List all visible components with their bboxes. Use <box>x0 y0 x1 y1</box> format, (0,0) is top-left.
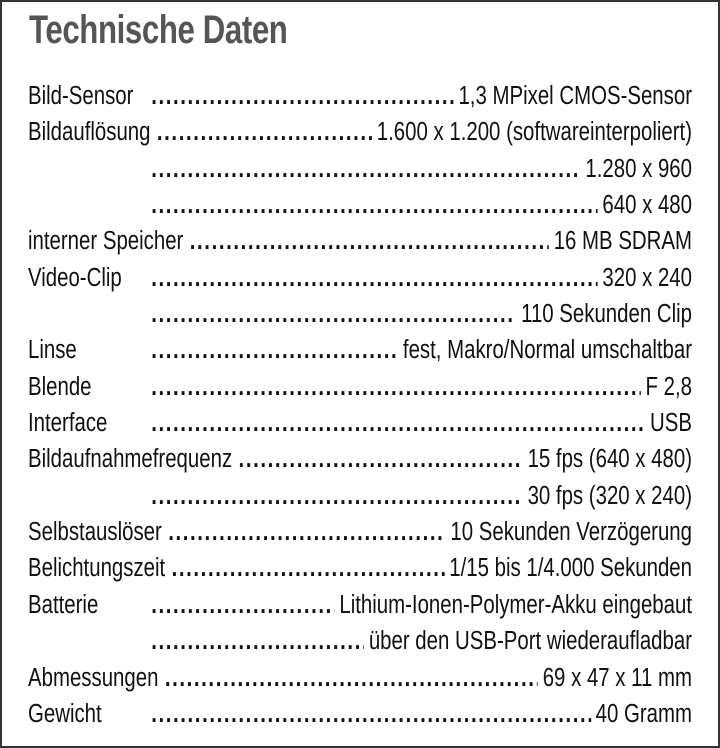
spec-label: Interface <box>28 409 108 438</box>
spec-value: über den USB-Port wiederaufladbar <box>368 627 692 656</box>
spec-value: 320 x 240 <box>602 263 692 292</box>
spec-row <box>28 118 692 154</box>
dot-leader <box>172 554 445 583</box>
spec-row <box>28 264 692 300</box>
dot-leader <box>151 482 523 511</box>
spec-label: Belichtungszeit <box>28 554 166 583</box>
spec-label: Blende <box>28 372 92 401</box>
dot-leader <box>157 118 372 147</box>
spec-row <box>28 445 692 481</box>
spec-value: USB <box>650 409 692 438</box>
dot-leader <box>151 700 591 729</box>
dot-leader <box>151 373 641 402</box>
dot-leader <box>151 627 364 656</box>
spec-row <box>28 518 692 554</box>
spec-value: 10 Sekunden Verzögerung <box>450 518 692 547</box>
spec-row <box>28 482 692 518</box>
spec-value: 40 Gramm <box>595 699 692 728</box>
spec-label: Batterie <box>28 590 99 619</box>
spec-row <box>28 627 692 663</box>
spec-row <box>28 191 692 227</box>
spec-value: 16 MB SDRAM <box>553 227 692 256</box>
spec-label: interner Speicher <box>28 227 184 256</box>
spec-row <box>28 591 692 627</box>
spec-label: Bildauflösung <box>28 118 151 147</box>
spec-label: Selbstauslöser <box>28 518 162 547</box>
spec-value: 1.280 x 960 <box>585 154 692 183</box>
spec-row <box>28 373 692 409</box>
dot-leader <box>239 445 523 474</box>
spec-value: 1/15 bis 1/4.000 Sekunden <box>449 554 692 583</box>
spec-row <box>28 336 692 372</box>
spec-label: Bildaufnahmefrequenz <box>28 445 233 474</box>
spec-row <box>28 82 692 118</box>
spec-value: 30 fps (320 x 240) <box>527 481 692 510</box>
spec-row <box>28 155 692 191</box>
spec-value: Lithium-Ionen-Polymer-Akku eingebaut <box>339 590 692 619</box>
spec-value: 110 Sekunden Clip <box>521 300 692 329</box>
dot-leader <box>151 264 597 293</box>
dot-leader <box>151 409 645 438</box>
spec-label: Gewicht <box>28 699 102 728</box>
dot-leader <box>151 191 597 220</box>
spec-label: Bild-Sensor <box>28 82 134 110</box>
spec-row <box>28 409 692 445</box>
dot-leader <box>151 300 516 329</box>
spec-value: 69 x 47 x 11 mm <box>542 663 692 692</box>
spec-value: 15 fps (640 x 480) <box>527 445 692 474</box>
spec-value: F 2,8 <box>645 372 692 401</box>
dot-leader <box>168 518 445 547</box>
spec-row <box>28 554 692 590</box>
page-title: Technische Daten <box>29 8 288 52</box>
spec-row <box>28 227 692 263</box>
spec-label: Abmessungen <box>28 663 159 692</box>
spec-list <box>28 82 720 736</box>
spec-label: Video-Clip <box>28 263 122 292</box>
spec-value: 1.600 x 1.200 (softwareinterpoliert) <box>376 118 692 147</box>
spec-value: fest, Makro/Normal umschaltbar <box>402 336 692 365</box>
dot-leader <box>151 336 398 365</box>
dot-leader <box>151 155 580 184</box>
dot-leader <box>151 82 453 111</box>
dot-leader <box>190 227 549 256</box>
spec-value: 1,3 MPixel CMOS-Sensor <box>458 82 692 110</box>
dot-leader <box>151 591 334 620</box>
spec-row <box>28 700 692 736</box>
spec-value: 640 x 480 <box>602 191 692 220</box>
spec-label: Linse <box>28 336 77 365</box>
spec-row <box>28 300 692 336</box>
dot-leader <box>165 664 538 693</box>
spec-row <box>28 664 692 700</box>
